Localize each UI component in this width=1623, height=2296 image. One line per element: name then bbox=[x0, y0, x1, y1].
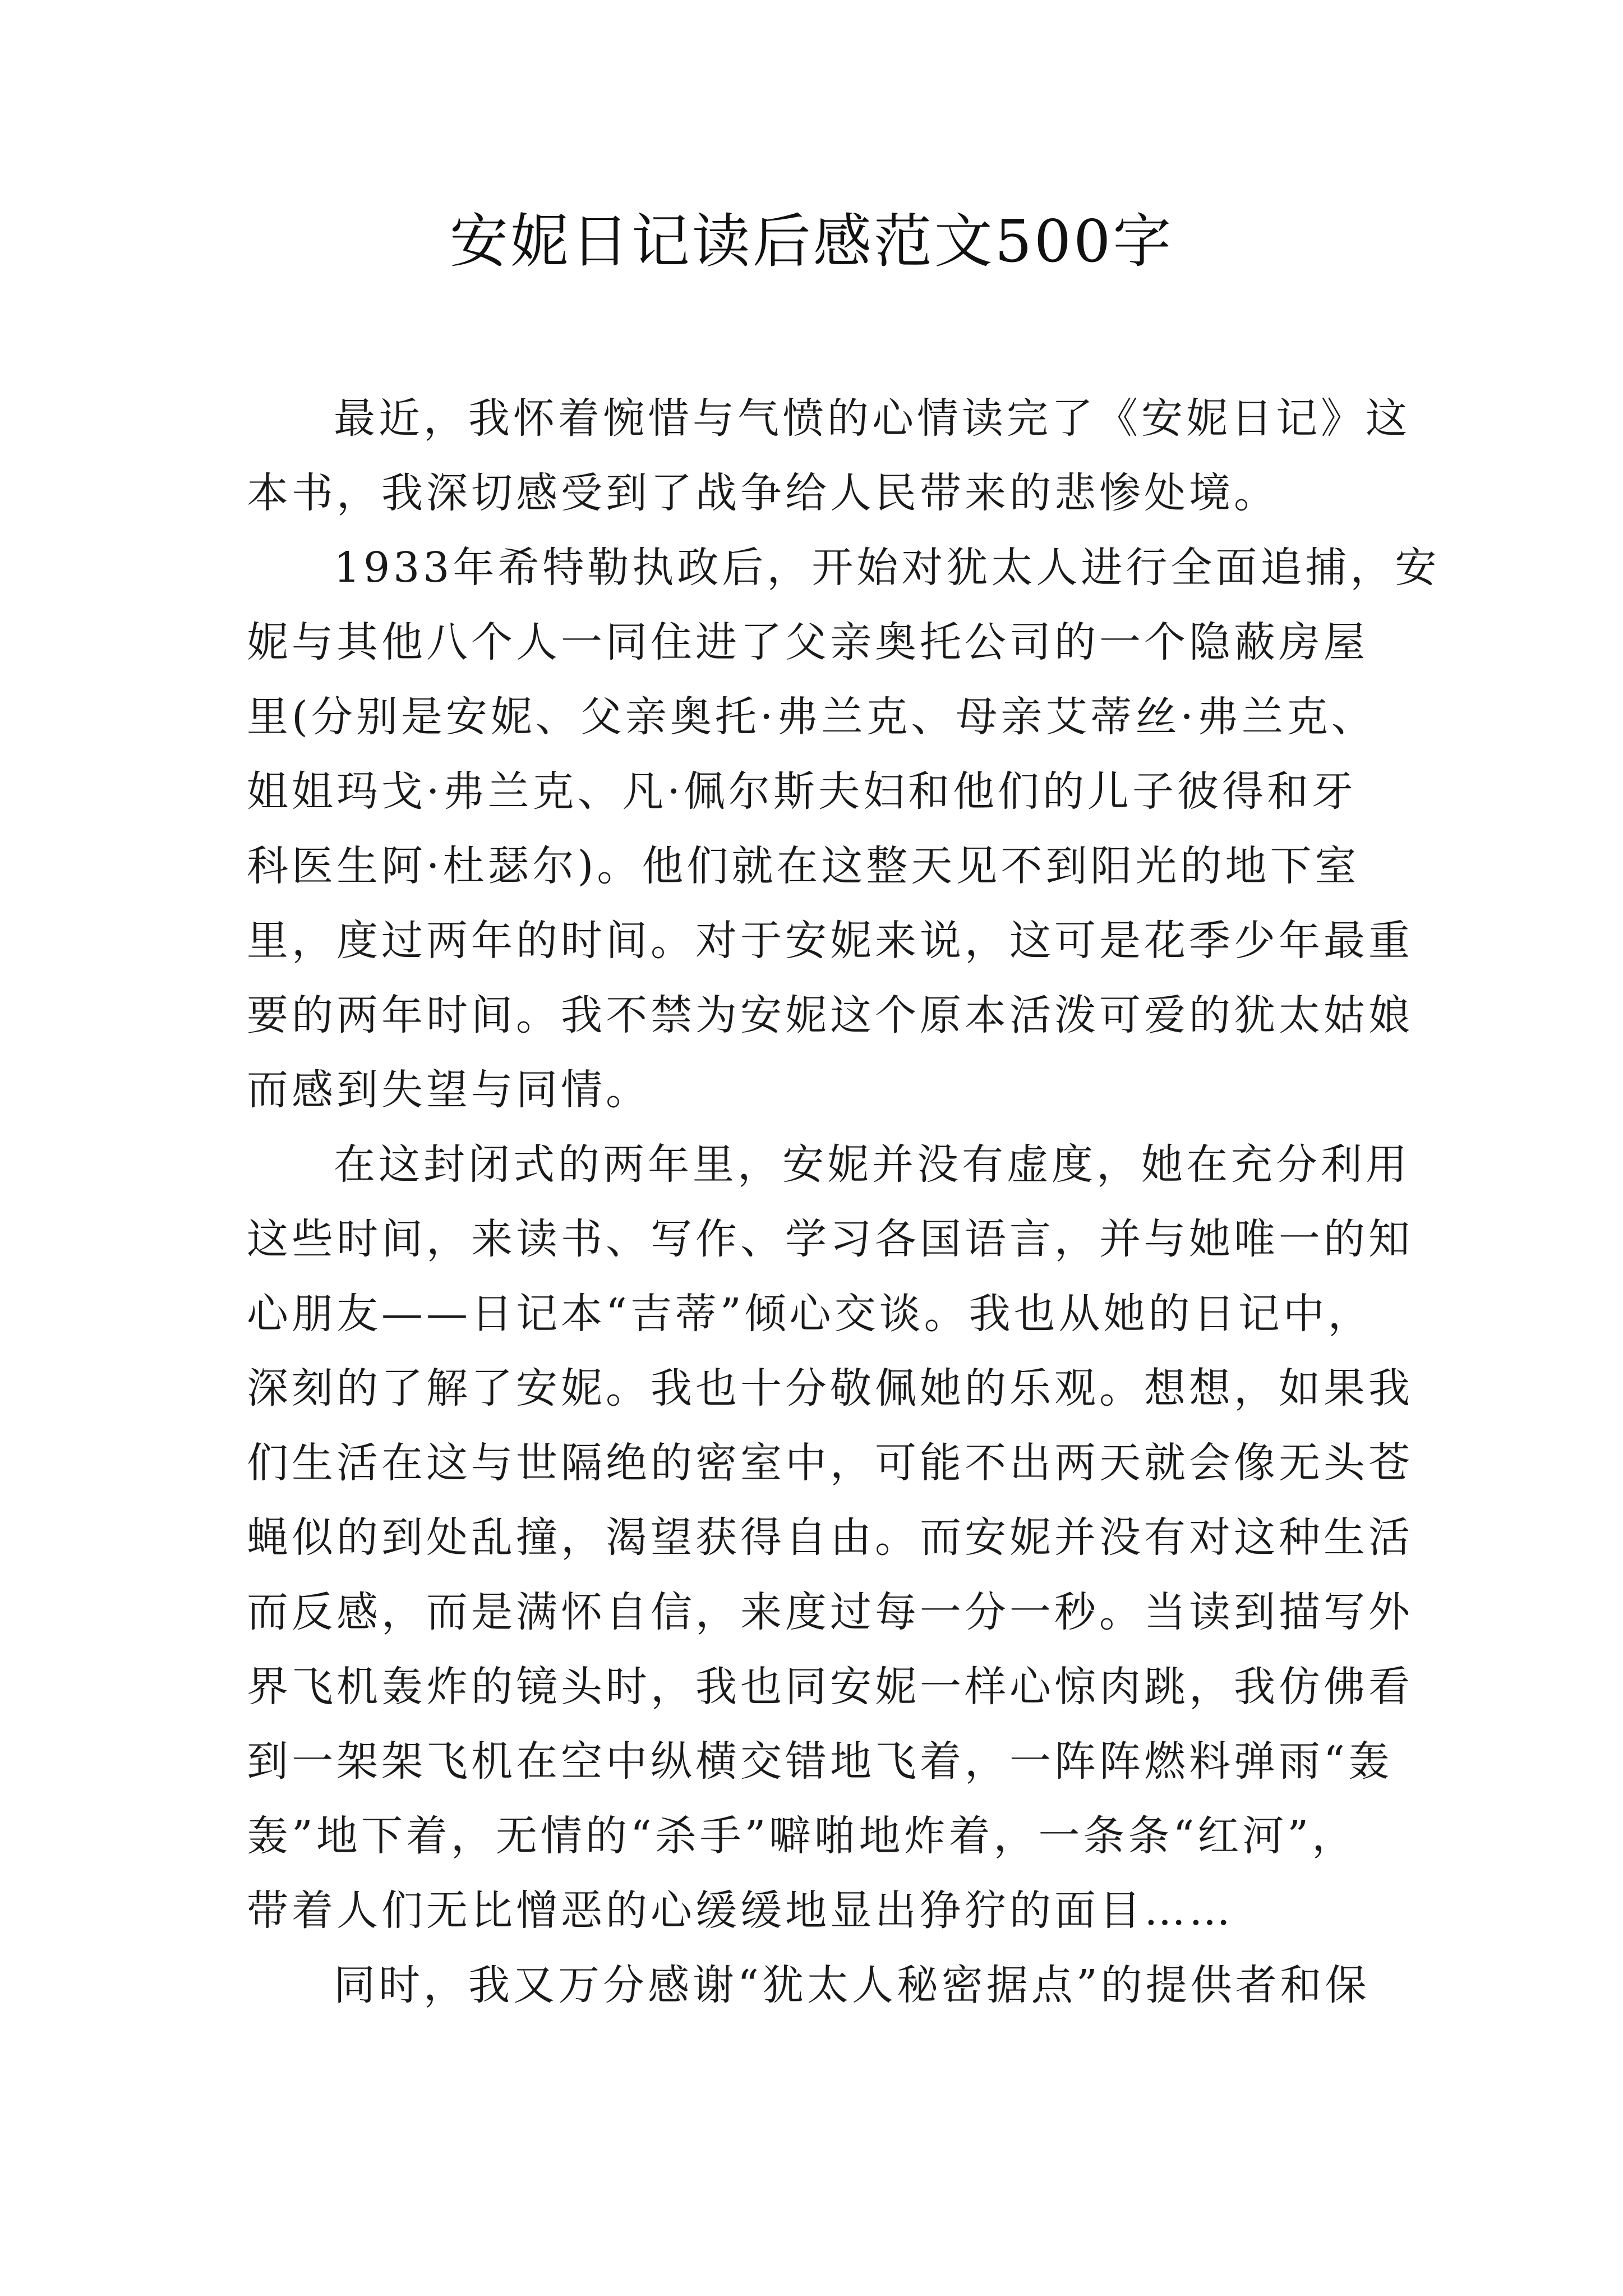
text-line: 到一架架飞机在空中纵横交错地飞着，一阵阵燃料弹雨“轰 bbox=[247, 1737, 1393, 1786]
text-line: 轰”地下着，无情的“杀手”噼啪地炸着，一条条“红河”， bbox=[247, 1812, 1357, 1860]
text-line: 界飞机轰炸的镜头时，我也同安妮一样心惊肉跳，我仿佛看 bbox=[247, 1663, 1413, 1711]
text-line: 里(分别是安妮、父亲奥托·弗兰克、母亲艾蒂丝·弗兰克、 bbox=[247, 693, 1376, 741]
text-line: 带着人们无比憎恶的心缓缓地显出狰狞的面目…… bbox=[247, 1887, 1234, 1935]
text-line: 妮与其他八个人一同住进了父亲奥托公司的一个隐蔽房屋 bbox=[247, 618, 1368, 666]
text-line: 这些时间，来读书、写作、学习各国语言，并与她唯一的知 bbox=[247, 1215, 1413, 1263]
text-line: 最近，我怀着惋惜与气愤的心情读完了《安妮日记》这 bbox=[334, 394, 1410, 443]
text-line: 而反感，而是满怀自信，来度过每一分一秒。当读到描写外 bbox=[247, 1588, 1413, 1636]
text-line: 本书，我深切感受到了战争给人民带来的悲惨处境。 bbox=[247, 469, 1279, 517]
text-line: 1933年希特勒执政后，开始对犹太人进行全面追捕，安 bbox=[334, 544, 1440, 592]
text-line: 科医生阿·杜瑟尔)。他们就在这整天见不到阳光的地下室 bbox=[247, 842, 1360, 890]
document-body bbox=[247, 381, 1440, 2023]
text-line: 里，度过两年的时间。对于安妮来说，这可是花季少年最重 bbox=[247, 917, 1413, 965]
text-line: 要的两年时间。我不禁为安妮这个原本活泼可爱的犹太姑娘 bbox=[247, 991, 1413, 1039]
document-title: 安妮日记读后感范文500字 bbox=[449, 207, 1174, 275]
text-line: 姐姐玛戈·弗兰克、凡·佩尔斯夫妇和他们的儿子彼得和牙 bbox=[247, 767, 1357, 816]
text-line: 心朋友——日记本“吉蒂”倾心交谈。我也从她的日记中， bbox=[247, 1290, 1373, 1338]
text-line: 在这封闭式的两年里，安妮并没有虚度，她在充分利用 bbox=[334, 1140, 1410, 1189]
text-line: 而感到失望与同情。 bbox=[247, 1066, 651, 1114]
text-line: 深刻的了解了安妮。我也十分敬佩她的乐观。想想，如果我 bbox=[247, 1364, 1413, 1412]
text-line: 蝇似的到处乱撞，渴望获得自由。而安妮并没有对这种生活 bbox=[247, 1513, 1413, 1562]
text-line: 们生活在这与世隔绝的密室中，可能不出两天就会像无头苍 bbox=[247, 1439, 1413, 1487]
text-line: 同时，我又万分感谢“犹太人秘密据点”的提供者和保 bbox=[334, 1961, 1370, 2009]
